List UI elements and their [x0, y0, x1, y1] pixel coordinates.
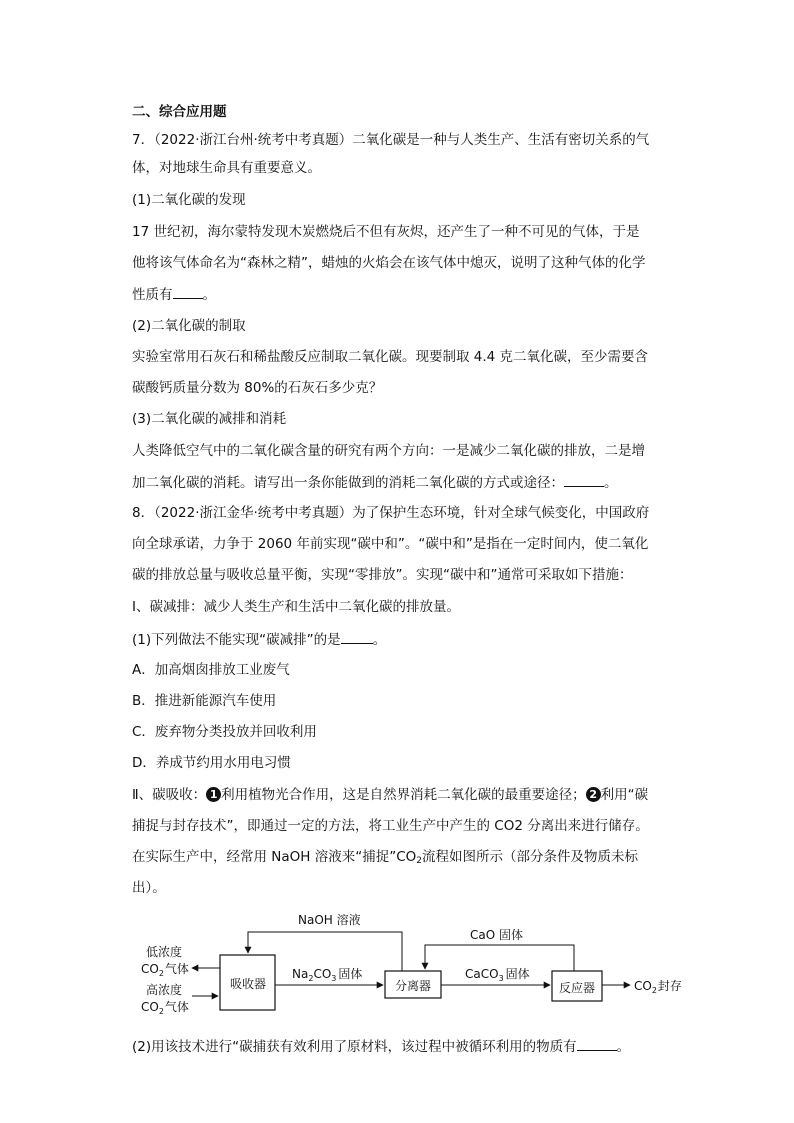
caco3-label: CaCO$_3$ 固体 — [465, 967, 530, 983]
circled-number-2: 2 — [586, 787, 601, 802]
q7-part2-line-1: 实验室常用石灰石和稀盐酸反应制取二氧化碳。现要制取 4.4 克二氧化碳，至少需要含 — [132, 349, 649, 365]
q7-line-1: 7．（2022·浙江台州·统考中考真题）二氧化碳是一种与人类生产、生活有密切关系的气 — [132, 132, 650, 148]
option-b: B．推进新能源汽车使用 — [132, 693, 277, 709]
naoh-label: NaOH 溶液 — [298, 913, 361, 927]
q8-question-2-end: 。 — [616, 1039, 631, 1055]
q7-line-2: 体，对地球生命具有重要意义。 — [132, 160, 321, 176]
q8-part2-label: Ⅱ、碳吸收： — [132, 787, 207, 803]
separator-label: 分离器 — [394, 979, 432, 993]
q8-line-2: 向全球承诺，力争于 2060 年前实现“碳中和”。“碳中和”是指在一定时间内，使二氧化 — [132, 536, 649, 552]
low-conc-label: 低浓度 — [146, 945, 183, 959]
q7-part1-title: (1)二氧化碳的发现 — [132, 192, 246, 208]
q8-part2-text-1: 利用植物光合作用，这是自然界消耗二氧化碳的最重要途径； — [221, 787, 586, 803]
low-conc-gas-label: $CO_2$气体 — [141, 962, 189, 978]
q7-part2-title: (2)二氧化碳的制取 — [132, 318, 246, 334]
q8-part2-text-2: 利用“碳 — [600, 787, 649, 803]
q8-line-1: 8．（2022·浙江金华·统考中考真题）为了保护生态环境，针对全球气候变化，中国政府 — [132, 505, 650, 521]
q7-part3-line-1: 人类降低空气中的二氧化碳含量的研究有两个方向：一是减少二氧化碳的排放，二是增 — [132, 443, 645, 459]
q8-question-2 — [132, 1036, 630, 1057]
option-c: C．废弃物分类投放并回收利用 — [132, 724, 317, 740]
q7-part3-text: 加二氧化碳的消耗。请写出一条你能做到的消耗二氧化碳的方式或途径： — [132, 475, 564, 491]
q7-part1-end: 。 — [202, 287, 216, 303]
option-a: A．加高烟囱排放工业废气 — [132, 662, 290, 678]
q8-question-1-text: (1)下列做法不能实现“碳减排”的是 — [132, 632, 341, 648]
cao-recycle-arrow — [425, 945, 574, 971]
absorber-label: 吸收器 — [229, 977, 267, 991]
q8-line-3: 碳的排放总量与吸收总量平衡，实现“零排放”。实现“碳中和”通常可采取如下措施： — [132, 567, 633, 583]
q7-part1-text: 性质有 — [132, 287, 173, 303]
q8-question-2-text: (2)用该技术进行“碳捕获有效利用了原材料，该过程中被循环利用的物质有 — [132, 1039, 577, 1055]
na2co3-label: $Na_2CO_3$ 固体 — [292, 967, 363, 983]
q8-question-1-end: 。 — [372, 632, 387, 648]
q8-part2-line-3-end: 流程如图所示（部分条件及物质未标 — [422, 849, 639, 865]
cao-label: CaO 固体 — [470, 928, 523, 942]
answer-blank[interactable] — [577, 1036, 617, 1051]
section-title: 二、综合应用题 — [132, 104, 227, 120]
q8-part2-line-2: 捕捉与封存技术”，即通过一定的方法，将工业生产中产生的 CO2 分离出来进行储存。 — [132, 818, 649, 834]
q7-part1-line-1: 17 世纪初，海尔蒙特发现木炭燃烧后不但有灰烬，还产生了一种不可见的气体，于是 — [132, 224, 640, 240]
high-conc-gas-label: $CO_2$气体 — [141, 1000, 189, 1016]
q8-part2-line-3-text: 在实际生产中，经常用 NaOH 溶液来“捕捉”CO — [132, 849, 417, 865]
q7-part3-end: 。 — [604, 475, 618, 491]
high-conc-label: 高浓度 — [146, 983, 183, 997]
subscript: 2 — [416, 856, 423, 866]
q7-part1-line-2: 他将该气体命名为“森林之精”，蜡烛的火焰会在该气体中熄灭，说明了这种气体的化学 — [132, 255, 646, 271]
storage-label: $CO_2$封存 — [634, 979, 682, 995]
option-d: D．养成节约用水用电习惯 — [132, 755, 291, 771]
circled-number-1: 1 — [206, 787, 221, 802]
q7-part2-line-2: 碳酸钙质量分数为 80%的石灰石多少克？ — [132, 380, 383, 396]
q7-part3-title: (3)二氧化碳的减排和消耗 — [132, 411, 287, 427]
q8-part2-line-4: 出）。 — [132, 880, 166, 896]
reactor-label: 反应器 — [558, 981, 596, 995]
q8-part1: Ⅰ、碳减排：减少人类生产和生活中二氧化碳的排放量。 — [132, 599, 460, 615]
